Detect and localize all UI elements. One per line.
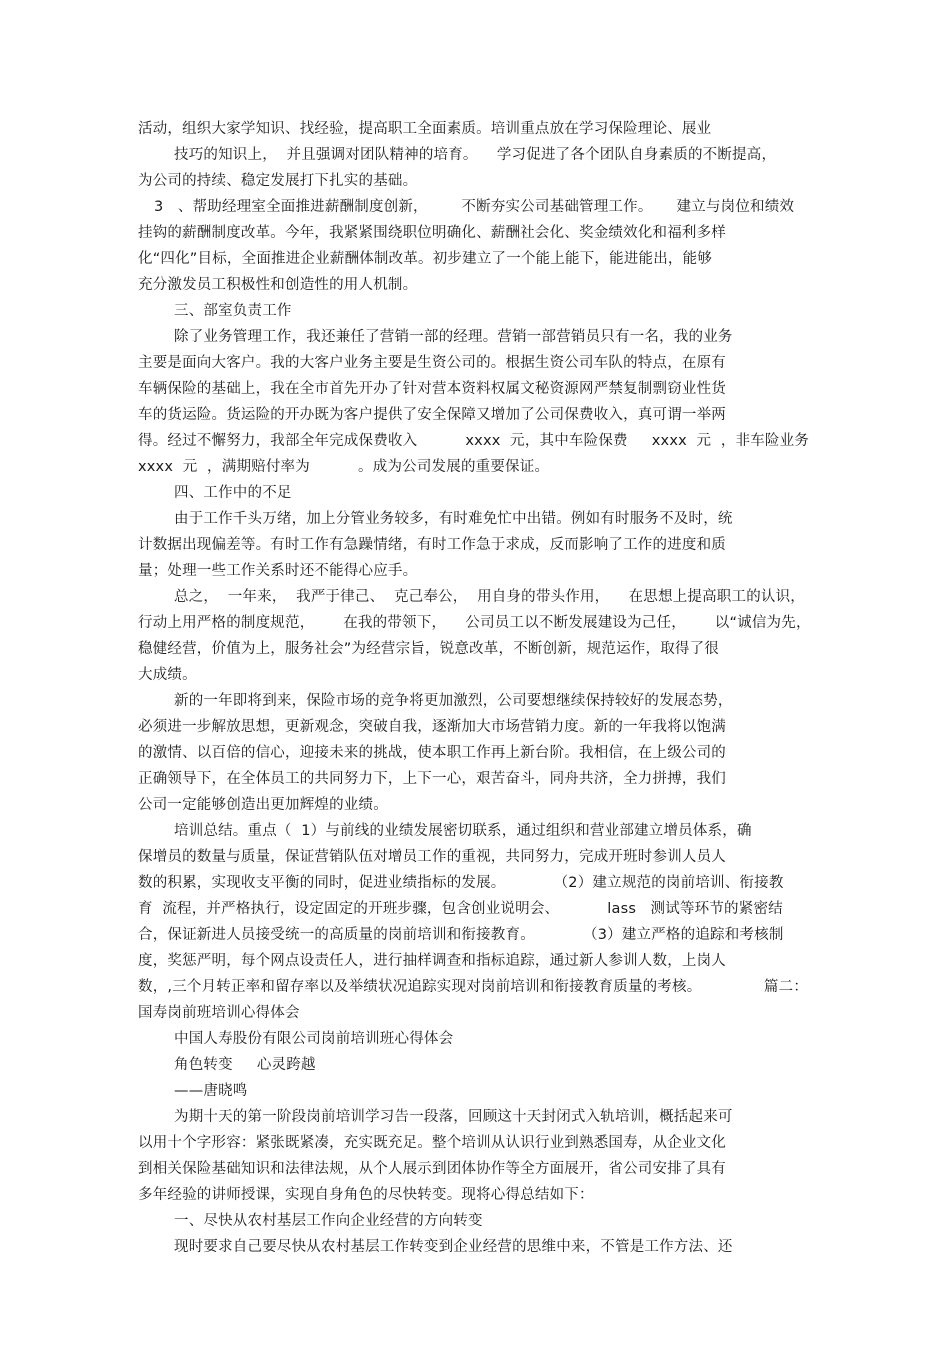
text-line: 总之， 一年来， 我严于律己、 克己奉公， 用自身的带头作用， 在思想上提高职工的认识， [174, 589, 806, 605]
text-line: 度，奖惩严明，每个网点设责任人，进行抽样调查和指标追踪，通过新人参训人数，上岗人 [138, 953, 726, 969]
author-line: ——唐晓鸣 [174, 1083, 248, 1099]
text-line: 化“四化”目标，全面推进企业薪酬体制改革。初步建立了一个能上能下，能进能出，能够 [138, 251, 713, 267]
text-line: 为公司的持续、稳定发展打下扎实的基础。 [138, 173, 418, 189]
text-line: 保增员的数量与质量，保证营销队伍对增员工作的重视，共同努力，完成开班时参训人员人 [138, 849, 726, 865]
text-line: 新的一年即将到来，保险市场的竞争将更加激烈，公司要想继续保持较好的发展态势， [174, 693, 733, 709]
text-line: 大成绩。 [138, 667, 197, 683]
text-line: 由于工作千头万绪，加上分管业务较多，有时难免忙中出错。例如有时服务不及时，统 [174, 511, 733, 527]
text-line: 合，保证新进人员接受统一的高质量的岗前培训和衔接教育。 （3）建立严格的追踪和考核制 [138, 927, 784, 943]
text-line: 稳健经营，价值为上，服务社会”为经营宗旨，锐意改革，不断创新，规范运作，取得了很 [138, 641, 720, 657]
text-line: 培训总结。重点（ 1）与前线的业绩发展密切联系，通过组织和营业部建立增员体系，确 [174, 823, 752, 839]
text-line: 活动，组织大家学知识、找经验，提高职工全面素质。培训重点放在学习保险理论、展业 [138, 121, 712, 137]
text-line: 3 、帮助经理室全面推进薪酬制度创新， 不断夯实公司基础管理工作。 建立与岗位和绩效 [154, 199, 795, 215]
article-subtitle: 角色转变 心灵跨越 [174, 1057, 316, 1073]
text-line: 车辆保险的基础上，我在全市首先开办了针对营本资料权属文秘资源网严禁复制剽窃业性货 [138, 381, 726, 397]
text-line: 数，,三个月转正率和留存率以及举绩状况追踪实现对岗前培训和衔接教育质量的考核。 篇二： [138, 979, 809, 995]
text-line: 到相关保险基础知识和法律法规，从个人展示到团体协作等全方面展开，省公司安排了具有 [138, 1161, 726, 1177]
text-line: 除了业务管理工作，我还兼任了营销一部的经理。营销一部营销员只有一名，我的业务 [174, 329, 733, 345]
text-line: 的激情、以百倍的信心，迎接未来的挑战，使本职工作再上新台阶。我相信，在上级公司的 [138, 745, 726, 761]
text-line: 育 流程，并严格执行，设定固定的开班步骤，包含创业说明会、 lass 测试等环节的紧密结 [138, 901, 783, 917]
text-line: 多年经验的讲师授课，实现自身角色的尽快转变。现将心得总结如下： [138, 1187, 594, 1203]
text-line: 正确领导下，在全体员工的共同努力下，上下一心，艰苦奋斗，同舟共济，全力拼搏，我们 [138, 771, 726, 787]
text-line: 必须进一步解放思想，更新观念，突破自我，逐渐加大市场营销力度。新的一年我将以饱满 [138, 719, 726, 735]
section-heading: 一、尽快从农村基层工作向企业经营的方向转变 [174, 1213, 483, 1229]
text-line: 充分激发员工积极性和创造性的用人机制。 [138, 277, 418, 293]
text-line: xxxx 元 ，满期赔付率为 。成为公司发展的重要保证。 [138, 459, 550, 475]
text-line: 数的积累，实现收支平衡的同时，促进业绩指标的发展。 （2）建立规范的岗前培训、衔接教 [138, 875, 784, 891]
text-line: 公司一定能够创造出更加辉煌的业绩。 [138, 797, 388, 813]
text-line: 计数据出现偏差等。有时工作有急躁情绪，有时工作急于求成，反而影响了工作的进度和质 [138, 537, 726, 553]
article-heading: 中国人寿股份有限公司岗前培训班心得体会 [174, 1031, 454, 1047]
text-line: 得。经过不懈努力，我部全年完成保费收入 xxxx 元，其中车险保费 xxxx 元 ，非车险业务 [138, 433, 810, 449]
section-heading: 四、工作中的不足 [174, 485, 292, 501]
text-line: 技巧的知识上， 并且强调对团队精神的培育。 学习促进了各个团队自身素质的不断提高， [174, 147, 777, 163]
text-line: 主要是面向大客户。我的大客户业务主要是生资公司的。根据生资公司车队的特点，在原有 [138, 355, 726, 371]
article-title: 国寿岗前班培训心得体会 [138, 1005, 300, 1021]
text-line: 挂钩的薪酬制度改革。今年，我紧紧围绕职位明确化、薪酬社会化、奖金绩效化和福利多样 [138, 225, 726, 241]
text-line: 现时要求自己要尽快从农村基层工作转变到企业经营的思维中来，不管是工作方法、还 [174, 1239, 733, 1255]
text-line: 行动上用严格的制度规范， 在我的带领下， 公司员工以不断发展建设为己任， 以“诚信为先， [138, 615, 811, 631]
text-line: 量；处理一些工作关系时还不能得心应手。 [138, 563, 418, 579]
text-line: 以用十个字形容：紧张既紧凑，充实既充足。整个培训从认识行业到熟悉国寿，从企业文化 [138, 1135, 726, 1151]
text-line: 车的货运险。货运险的开办既为客户提供了安全保障又增加了公司保费收入，真可谓一举两 [138, 407, 726, 423]
section-heading: 三、部室负责工作 [174, 303, 292, 319]
text-line: 为期十天的第一阶段岗前培训学习告一段落，回顾这十天封闭式入轨培训，概括起来可 [174, 1109, 733, 1125]
